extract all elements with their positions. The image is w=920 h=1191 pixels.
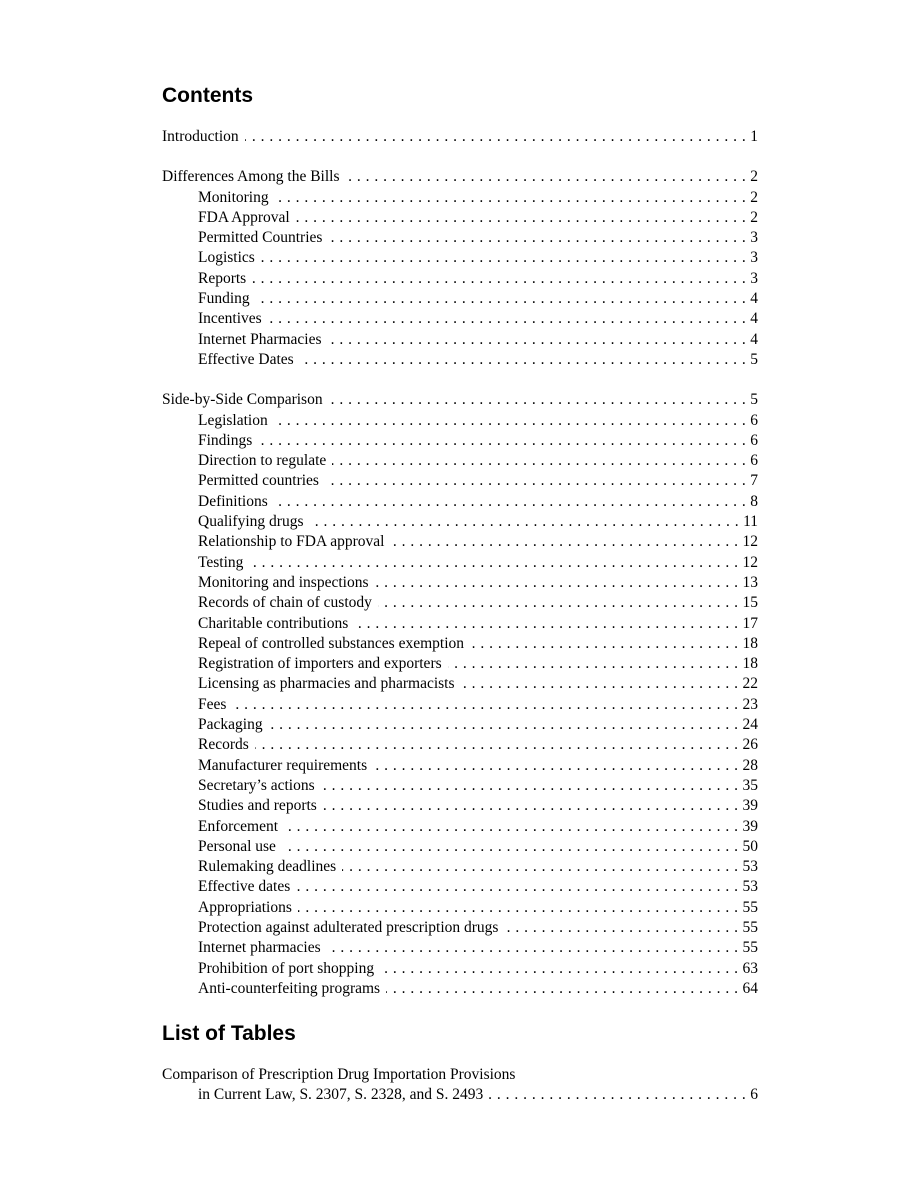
dot-leader <box>300 350 747 370</box>
toc-section-entry[interactable] <box>162 127 758 147</box>
dot-leader <box>256 289 747 309</box>
toc-subsection-entry[interactable] <box>162 188 758 208</box>
toc-entry-title: Effective dates <box>198 877 296 897</box>
toc-entry-page-number: 53 <box>742 878 758 896</box>
toc-subsection-entry[interactable] <box>162 614 758 634</box>
toc-entry-title: Testing <box>198 553 249 573</box>
toc-subsection-entry[interactable] <box>162 532 758 552</box>
toc-entry-title: Secretary’s actions <box>198 776 321 796</box>
toc-entry-title: Packaging <box>198 715 269 735</box>
dot-leader <box>342 857 738 877</box>
toc-section <box>162 390 758 999</box>
toc-subsection-entry[interactable] <box>162 269 758 289</box>
dot-leader <box>346 167 747 187</box>
dot-leader <box>296 208 747 228</box>
toc-entry-page-number: 4 <box>750 330 758 348</box>
toc-subsection-entry[interactable] <box>162 309 758 329</box>
toc-entry-page-number: 18 <box>742 634 758 652</box>
toc-subsection-entry[interactable] <box>162 979 758 999</box>
dot-leader <box>328 330 747 350</box>
toc-entry-title: Differences Among the Bills <box>162 167 346 187</box>
dot-leader <box>329 390 747 410</box>
toc-entry-title: Repeal of controlled substances exemption <box>198 634 470 654</box>
toc-entry-page-number: 6 <box>750 431 758 449</box>
dot-leader <box>255 735 739 755</box>
toc-entry-title: Funding <box>198 289 256 309</box>
toc-entry-title: Studies and reports <box>198 796 323 816</box>
toc-entry-title: Rulemaking deadlines <box>198 857 342 877</box>
toc-entry-page-number: 3 <box>750 249 758 267</box>
toc-entry-title: Charitable contributions <box>198 614 354 634</box>
toc-entry-title: Licensing as pharmacies and pharmacists <box>198 674 461 694</box>
toc-subsection-entry[interactable] <box>162 573 758 593</box>
toc-entry-page-number: 4 <box>750 310 758 328</box>
toc-subsection-entry[interactable] <box>162 959 758 979</box>
toc-entry-title: Qualifying drugs <box>198 512 309 532</box>
toc-entry-page-number: 17 <box>742 614 758 632</box>
table-entry-title-line: Comparison of Prescription Drug Importation Provisions <box>162 1066 516 1084</box>
toc-subsection-entry[interactable] <box>162 898 758 918</box>
toc-entry-title: Permitted Countries <box>198 228 328 248</box>
toc-subsection-entry[interactable] <box>162 817 758 837</box>
table-entry-page-number: 6 <box>750 1086 758 1104</box>
dot-leader <box>461 674 739 694</box>
dot-leader <box>327 938 739 958</box>
contents-heading: Contents <box>162 84 253 107</box>
toc-entry-page-number: 6 <box>750 452 758 470</box>
tables-list <box>162 1065 758 1106</box>
toc-entry-page-number: 35 <box>742 776 758 794</box>
dot-leader <box>328 228 746 248</box>
dot-leader <box>245 127 747 147</box>
toc-entry-title: Records <box>198 735 255 755</box>
dot-leader <box>284 817 738 837</box>
toc-entry-title: Registration of importers and exporters <box>198 654 448 674</box>
toc-entry-title: Monitoring <box>198 188 275 208</box>
toc-entry-title: Prohibition of port shopping <box>198 959 380 979</box>
toc-subsection-entry[interactable] <box>162 411 758 431</box>
toc-entry-title: Internet Pharmacies <box>198 330 328 350</box>
toc-entry-page-number: 50 <box>742 837 758 855</box>
toc-subsection-entry[interactable] <box>162 431 758 451</box>
toc-subsection-entry[interactable] <box>162 593 758 613</box>
toc-subsection-entry[interactable] <box>162 654 758 674</box>
toc-section-entry[interactable] <box>162 167 758 187</box>
toc-list <box>162 127 758 999</box>
toc-entry-page-number: 6 <box>750 411 758 429</box>
toc-subsection-entry[interactable] <box>162 350 758 370</box>
toc-entry-page-number: 11 <box>743 513 758 531</box>
toc-entry-title: Anti-counterfeiting programs <box>198 979 386 999</box>
toc-entry-page-number: 2 <box>750 208 758 226</box>
dot-leader <box>390 532 738 552</box>
toc-entry-page-number: 26 <box>742 736 758 754</box>
toc-entry-title: Relationship to FDA approval <box>198 532 390 552</box>
toc-entry-title: Definitions <box>198 492 274 512</box>
list-of-tables-heading: List of Tables <box>162 1022 296 1046</box>
toc-subsection-entry[interactable] <box>162 289 758 309</box>
toc-subsection-entry[interactable] <box>162 756 758 776</box>
toc-entry-title: Logistics <box>198 248 261 268</box>
toc-entry-page-number: 12 <box>742 553 758 571</box>
toc-entry-page-number: 2 <box>750 168 758 186</box>
toc-entry-title: FDA Approval <box>198 208 296 228</box>
toc-entry-title: Protection against adulterated prescription drugs <box>198 918 504 938</box>
toc-entry-title: Reports <box>198 269 252 289</box>
table-entry-title-continuation: in Current Law, S. 2307, S. 2328, and S. 2493 <box>198 1085 489 1105</box>
toc-entry-page-number: 53 <box>742 858 758 876</box>
dot-leader <box>258 431 746 451</box>
toc-subsection-entry[interactable] <box>162 877 758 897</box>
dot-leader <box>298 898 739 918</box>
toc-subsection-entry[interactable] <box>162 553 758 573</box>
toc-entry-title: Enforcement <box>198 817 284 837</box>
dot-leader <box>325 471 746 491</box>
toc-entry-page-number: 5 <box>750 350 758 368</box>
toc-subsection-entry[interactable] <box>162 796 758 816</box>
dot-leader <box>380 959 738 979</box>
dot-leader <box>274 411 747 431</box>
toc-subsection-entry[interactable] <box>162 330 758 350</box>
toc-subsection-entry[interactable] <box>162 918 758 938</box>
dot-leader <box>489 1085 746 1105</box>
toc-entry-page-number: 7 <box>750 472 758 490</box>
toc-entry-page-number: 64 <box>742 979 758 997</box>
toc-entry-page-number: 39 <box>742 817 758 835</box>
toc-entry-page-number: 18 <box>742 655 758 673</box>
dot-leader <box>261 248 746 268</box>
toc-subsection-entry[interactable] <box>162 451 758 471</box>
dot-leader <box>269 715 739 735</box>
toc-entry-title: Internet pharmacies <box>198 938 327 958</box>
toc-subsection-entry[interactable] <box>162 248 758 268</box>
dot-leader <box>321 776 739 796</box>
toc-subsection-entry[interactable] <box>162 837 758 857</box>
dot-leader <box>296 877 738 897</box>
toc-entry-page-number: 12 <box>742 533 758 551</box>
toc-entry-title: Monitoring and inspections <box>198 573 375 593</box>
toc-entry-page-number: 22 <box>742 675 758 693</box>
toc-subsection-entry[interactable] <box>162 674 758 694</box>
toc-subsection-entry[interactable] <box>162 492 758 512</box>
dot-leader <box>504 918 738 938</box>
dot-leader <box>375 573 739 593</box>
toc-entry-title: Incentives <box>198 309 268 329</box>
toc-entry-page-number: 63 <box>742 959 758 977</box>
toc-subsection-entry[interactable] <box>162 512 758 532</box>
dot-leader <box>275 188 747 208</box>
dot-leader <box>332 451 746 471</box>
toc-subsection-entry[interactable] <box>162 471 758 491</box>
toc-entry-title: Direction to regulate <box>198 451 332 471</box>
dot-leader <box>252 269 746 289</box>
toc-entry-title: Appropriations <box>198 898 298 918</box>
dot-leader <box>448 654 739 674</box>
dot-leader <box>378 593 739 613</box>
toc-entry-title: Manufacturer requirements <box>198 756 373 776</box>
dot-leader <box>373 756 738 776</box>
toc-section <box>162 127 758 147</box>
toc-entry-page-number: 5 <box>750 391 758 409</box>
toc-entry-page-number: 8 <box>750 492 758 510</box>
toc-entry-page-number: 4 <box>750 290 758 308</box>
toc-subsection-entry[interactable] <box>162 715 758 735</box>
toc-entry-page-number: 39 <box>742 797 758 815</box>
toc-entry-page-number: 55 <box>742 898 758 916</box>
dot-leader <box>282 837 739 857</box>
toc-entry-page-number: 2 <box>750 188 758 206</box>
toc-entry-title: Effective Dates <box>198 350 300 370</box>
toc-entry-page-number: 3 <box>750 229 758 247</box>
dot-leader <box>249 553 738 573</box>
dot-leader <box>386 979 738 999</box>
dot-leader <box>354 614 738 634</box>
dot-leader <box>274 492 747 512</box>
toc-entry-page-number: 24 <box>742 716 758 734</box>
toc-entry-title: Introduction <box>162 127 245 147</box>
toc-section <box>162 167 758 370</box>
dot-leader <box>232 695 738 715</box>
dot-leader <box>323 796 739 816</box>
toc-subsection-entry[interactable] <box>162 228 758 248</box>
toc-entry-title: Records of chain of custody <box>198 593 378 613</box>
toc-subsection-entry[interactable] <box>162 857 758 877</box>
toc-entry-page-number: 1 <box>750 128 758 145</box>
toc-entry-page-number: 13 <box>742 573 758 591</box>
toc-entry-title: Findings <box>198 431 258 451</box>
dot-leader <box>470 634 738 654</box>
toc-entry-page-number: 28 <box>742 756 758 774</box>
dot-leader <box>309 512 739 532</box>
toc-entry-title: Fees <box>198 695 232 715</box>
toc-section-entry[interactable] <box>162 390 758 410</box>
toc-entry-page-number: 15 <box>742 594 758 612</box>
toc-subsection-entry[interactable] <box>162 634 758 654</box>
toc-subsection-entry[interactable] <box>162 938 758 958</box>
toc-subsection-entry[interactable] <box>162 695 758 715</box>
toc-entry-page-number: 23 <box>742 695 758 713</box>
toc-entry-page-number: 55 <box>742 939 758 957</box>
toc-subsection-entry[interactable] <box>162 735 758 755</box>
toc-entry-page-number: 3 <box>750 269 758 287</box>
toc-subsection-entry[interactable] <box>162 776 758 796</box>
toc-entry-title: Personal use <box>198 837 282 857</box>
toc-entry-page-number: 55 <box>742 918 758 936</box>
toc-entry-title: Legislation <box>198 411 274 431</box>
toc-entry-title: Permitted countries <box>198 471 325 491</box>
toc-entry-title: Side-by-Side Comparison <box>162 390 329 410</box>
toc-subsection-entry[interactable] <box>162 208 758 228</box>
dot-leader <box>268 309 747 329</box>
table-entry[interactable] <box>162 1085 758 1105</box>
table-of-contents-page <box>162 82 758 1106</box>
